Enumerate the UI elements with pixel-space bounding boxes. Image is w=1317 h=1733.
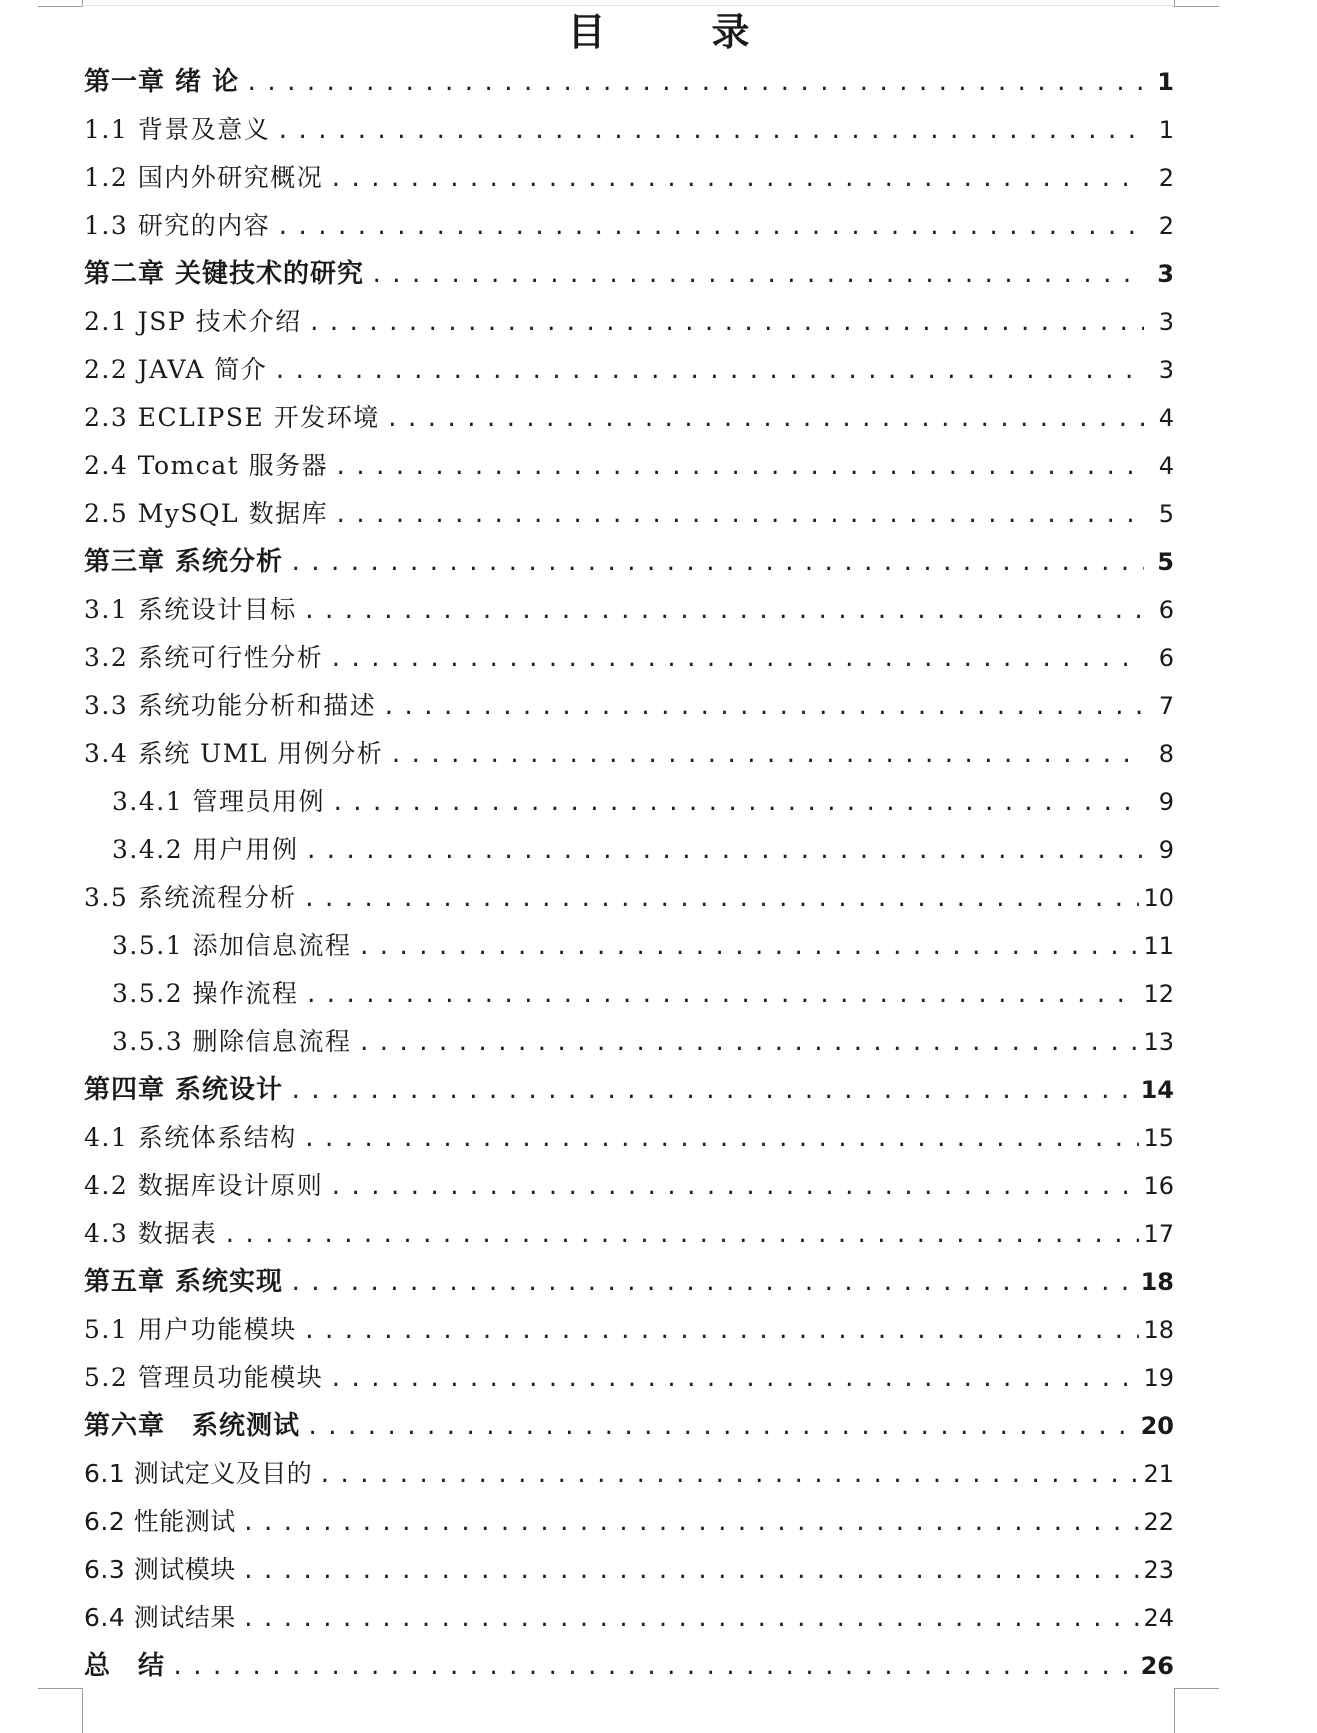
dot-leader [329, 1356, 1139, 1404]
toc-entry-label: 5.2 管理员功能模块 [84, 1363, 324, 1392]
toc-page-number: 18 [1140, 1268, 1174, 1296]
dot-leader [334, 492, 1144, 540]
toc-page-number: 16 [1143, 1172, 1174, 1200]
toc-chapter-entry[interactable] [84, 250, 1174, 298]
toc-entry[interactable] [84, 922, 1174, 970]
toc-entry-label: 第六章 系统测试 [84, 1411, 301, 1441]
toc-page-number: 6 [1158, 596, 1174, 624]
toc-chapter-entry[interactable] [84, 58, 1174, 106]
toc-page-number: 5 [1157, 548, 1174, 576]
crop-mark-top-left [38, 0, 83, 7]
toc-entry-label: 2.1 JSP 技术介绍 [84, 307, 302, 336]
toc-entry[interactable] [84, 1114, 1174, 1162]
toc-page-number: 20 [1140, 1412, 1174, 1440]
toc-entry[interactable] [84, 1498, 1174, 1546]
toc-entry-label: 4.3 数据表 [84, 1219, 218, 1248]
dot-leader [276, 204, 1144, 252]
dot-leader [329, 156, 1144, 204]
toc-page-number: 3 [1158, 308, 1174, 336]
dot-leader [329, 1164, 1139, 1212]
toc-entry-label: 第一章 绪 论 [84, 67, 240, 97]
toc-page-number: 18 [1143, 1316, 1174, 1344]
toc-page-number: 21 [1143, 1460, 1174, 1488]
toc-page-number: 1 [1157, 68, 1174, 96]
toc-entry[interactable] [84, 1450, 1174, 1498]
dot-leader [242, 1548, 1140, 1596]
toc-page-number: 1 [1158, 116, 1174, 144]
toc-entry-label: 3.4.2 用户用例 [112, 835, 299, 864]
crop-mark-bottom-right [1174, 1688, 1219, 1733]
toc-entry[interactable] [84, 1594, 1174, 1642]
toc-entry[interactable] [84, 1354, 1174, 1402]
toc-entry[interactable] [84, 586, 1174, 634]
toc-entry-label: 5.1 用户功能模块 [84, 1315, 297, 1344]
toc-entry-label: 3.1 系统设计目标 [84, 595, 297, 624]
toc-entry[interactable] [84, 1162, 1174, 1210]
toc-entry[interactable] [84, 154, 1174, 202]
toc-entry-label: 第三章 系统分析 [84, 547, 284, 577]
dot-leader [303, 1308, 1140, 1356]
dot-leader [334, 444, 1144, 492]
dot-leader [331, 780, 1144, 828]
toc-entry-label: 1.1 背景及意义 [84, 115, 271, 144]
toc-page-number: 3 [1157, 260, 1174, 288]
toc-page-number: 4 [1158, 452, 1174, 480]
toc-entry-label: 6.4 测试结果 [84, 1603, 236, 1632]
toc-page-number: 7 [1158, 692, 1174, 720]
dot-leader [358, 1020, 1140, 1068]
dot-leader [303, 876, 1140, 924]
toc-page-number: 24 [1143, 1604, 1174, 1632]
toc-page-number: 13 [1143, 1028, 1174, 1056]
dot-leader [289, 1260, 1137, 1308]
toc-entry-label: 3.5 系统流程分析 [84, 883, 297, 912]
toc-page-number: 3 [1158, 356, 1174, 384]
toc-entry-label: 3.3 系统功能分析和描述 [84, 691, 377, 720]
toc-entry[interactable] [84, 1018, 1174, 1066]
toc-page-number: 22 [1143, 1508, 1174, 1536]
toc-entry-label: 3.5.3 删除信息流程 [112, 1027, 352, 1056]
dot-leader [245, 60, 1144, 108]
dot-leader [305, 828, 1144, 876]
toc-page-number: 19 [1143, 1364, 1174, 1392]
toc-entry-label: 2.3 ECLIPSE 开发环境 [84, 403, 380, 432]
toc-entry-label: 3.4 系统 UML 用例分析 [84, 739, 384, 768]
toc-entry-label: 3.2 系统可行性分析 [84, 643, 324, 672]
toc-entry[interactable] [84, 970, 1174, 1018]
toc-page-number: 23 [1143, 1556, 1174, 1584]
dot-leader [305, 972, 1140, 1020]
toc-entry-label: 2.2 JAVA 简介 [84, 355, 268, 384]
dot-leader [171, 1644, 1137, 1692]
toc-entry-label: 6.3 测试模块 [84, 1555, 236, 1584]
dot-leader [370, 252, 1144, 300]
toc-page-number: 12 [1143, 980, 1174, 1008]
dot-leader [276, 108, 1144, 156]
toc-entry[interactable] [84, 490, 1174, 538]
toc-entry-label: 3.5.2 操作流程 [112, 979, 299, 1008]
toc-chapter-entry[interactable] [84, 1642, 1174, 1690]
toc-page-number: 6 [1158, 644, 1174, 672]
toc-entry-label: 3.4.1 管理员用例 [112, 787, 326, 816]
toc-entry[interactable] [84, 298, 1174, 346]
toc-entry-label: 2.4 Tomcat 服务器 [84, 451, 329, 480]
dot-leader [223, 1212, 1139, 1260]
toc-entry[interactable] [84, 634, 1174, 682]
toc-entry[interactable] [84, 826, 1174, 874]
toc-entry[interactable] [84, 778, 1174, 826]
toc-chapter-entry[interactable] [84, 1066, 1174, 1114]
dot-leader [303, 1116, 1140, 1164]
crop-mark-bottom-left [38, 1688, 83, 1733]
toc-entry-label: 1.3 研究的内容 [84, 211, 271, 240]
toc-entry-label: 6.1 测试定义及目的 [84, 1459, 313, 1488]
dot-leader [306, 1404, 1137, 1452]
toc-entry-label: 2.5 MySQL 数据库 [84, 499, 329, 528]
dot-leader [382, 684, 1144, 732]
dot-leader [289, 1068, 1137, 1116]
table-of-contents [84, 58, 1174, 1690]
toc-entry-label: 第四章 系统设计 [84, 1075, 284, 1105]
dot-leader [308, 300, 1144, 348]
toc-entry-label: 4.2 数据库设计原则 [84, 1171, 324, 1200]
dot-leader [389, 732, 1144, 780]
page-top-edge [82, 5, 1174, 6]
dot-leader [386, 396, 1144, 444]
toc-page-number: 17 [1143, 1220, 1174, 1248]
toc-entry[interactable] [84, 874, 1174, 922]
toc-page-number: 10 [1143, 884, 1174, 912]
dot-leader [318, 1452, 1139, 1500]
toc-page-number: 11 [1143, 932, 1174, 960]
toc-page-number: 14 [1140, 1076, 1174, 1104]
toc-entry-label: 4.1 系统体系结构 [84, 1123, 297, 1152]
toc-chapter-entry[interactable] [84, 1402, 1174, 1450]
dot-leader [329, 636, 1144, 684]
toc-page-number: 26 [1140, 1652, 1174, 1680]
toc-entry-label: 6.2 性能测试 [84, 1507, 236, 1536]
toc-page-number: 15 [1143, 1124, 1174, 1152]
toc-entry-label: 第二章 关键技术的研究 [84, 259, 365, 289]
toc-entry-label: 第五章 系统实现 [84, 1267, 284, 1297]
toc-page-number: 2 [1158, 164, 1174, 192]
dot-leader [273, 348, 1144, 396]
toc-entry[interactable] [84, 1306, 1174, 1354]
toc-entry[interactable] [84, 730, 1174, 778]
toc-page-number: 4 [1158, 404, 1174, 432]
toc-entry[interactable] [84, 1210, 1174, 1258]
toc-entry[interactable] [84, 394, 1174, 442]
toc-entry-label: 总 结 [84, 1651, 166, 1681]
dot-leader [303, 588, 1144, 636]
toc-entry[interactable] [84, 442, 1174, 490]
dot-leader [242, 1596, 1140, 1644]
toc-chapter-entry[interactable] [84, 538, 1174, 586]
toc-chapter-entry[interactable] [84, 1258, 1174, 1306]
toc-page-number: 2 [1158, 212, 1174, 240]
dot-leader [242, 1500, 1140, 1548]
toc-entry-label: 1.2 国内外研究概况 [84, 163, 324, 192]
toc-title: 目 录 [567, 10, 784, 54]
toc-entry[interactable] [84, 106, 1174, 154]
toc-entry[interactable] [84, 682, 1174, 730]
toc-page-number: 5 [1158, 500, 1174, 528]
crop-mark-top-right [1174, 0, 1219, 7]
toc-entry[interactable] [84, 1546, 1174, 1594]
dot-leader [289, 540, 1144, 588]
toc-page-number: 9 [1158, 788, 1174, 816]
toc-entry[interactable] [84, 346, 1174, 394]
toc-page-number: 8 [1158, 740, 1174, 768]
toc-entry[interactable] [84, 202, 1174, 250]
dot-leader [358, 924, 1140, 972]
toc-page-number: 9 [1158, 836, 1174, 864]
toc-entry-label: 3.5.1 添加信息流程 [112, 931, 352, 960]
